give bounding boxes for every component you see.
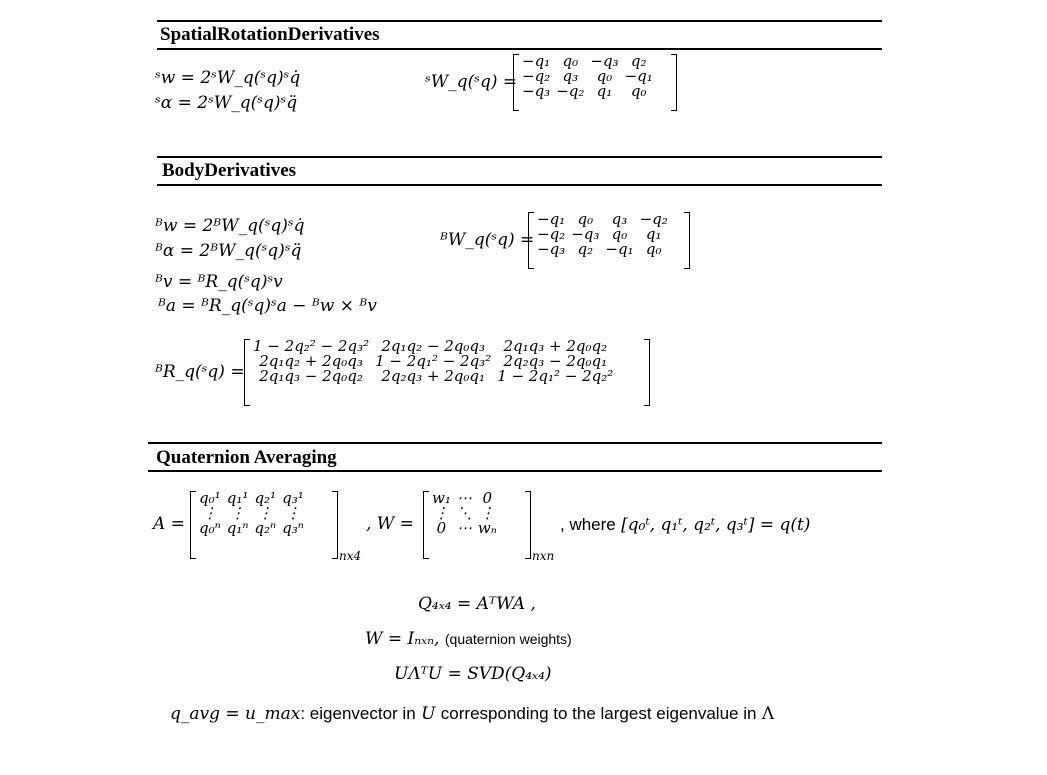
matrix-cell: −q₃ (571, 225, 600, 243)
eq-body-velocity: ᴮv = ᴮR_q(ˢq)ˢv (155, 272, 283, 292)
matrix-cell: q₂ (577, 240, 594, 258)
section-rule-bottom (157, 48, 882, 50)
eq-spatial-angular-velocity: ˢw = 2ˢW_q(ˢq)ˢq̇ (155, 68, 301, 88)
eq-spatial-wq-lhs: ˢW_q(ˢq) = (425, 72, 518, 92)
section-rule-bottom (157, 184, 882, 186)
matrix-cell: q₁ (645, 225, 662, 243)
matrix-body-rq (244, 339, 650, 406)
matrix-w-size-subscript: nxn (532, 549, 555, 563)
matrix-body-rq-cells (250, 339, 616, 384)
matrix-cell: ⋮ (433, 504, 449, 522)
matrix-w (423, 491, 531, 559)
eq-where (560, 516, 810, 534)
matrix-cell: q₀ (562, 52, 579, 70)
matrix-cell: q₀¹ (199, 489, 221, 507)
matrix-cell: q₁¹ (226, 489, 249, 507)
eq-qavg-text: : eigenvector in (300, 704, 416, 723)
matrix-a-size-subscript: nx4 (339, 549, 362, 563)
matrix-w-cells (429, 491, 500, 536)
eq-qavg-u: U (421, 704, 436, 724)
matrix-cell: 1 − 2q₁² − 2q₃² (375, 352, 492, 370)
matrix-cell: ⋮ (257, 504, 273, 522)
matrix-cell: q₂¹ (254, 489, 277, 507)
section-rule-top (157, 20, 882, 22)
matrix-cell: −q₂ (556, 82, 585, 100)
matrix-cell: −q₁ (522, 52, 551, 70)
matrix-cell: ⋯ (456, 519, 472, 537)
matrix-cell: w₁ (432, 489, 451, 507)
matrix-cell: 2q₁q₂ − 2q₀q₃ (381, 337, 485, 355)
matrix-a-cells (196, 491, 307, 536)
matrix-cell: q₀ (577, 210, 594, 228)
where-label: , where (560, 515, 616, 534)
matrix-cell: −q₂ (522, 67, 551, 85)
matrix-cell: q₃¹ (282, 489, 304, 507)
section-rule-bottom (148, 470, 882, 472)
eq-w-identity (365, 631, 572, 648)
eq-w-identity-expr: W = Iₙₓₙ, (365, 629, 440, 649)
eq-w-lhs: , W = (366, 514, 414, 534)
matrix-cell: −q₃ (590, 52, 619, 70)
section-title-body: BodyDerivatives (162, 160, 297, 181)
matrix-cell: wₙ (477, 519, 497, 537)
matrix-spatial-wq (513, 54, 677, 111)
where-equation: [q₀ᵗ, q₁ᵗ, q₂ᵗ, q₃ᵗ] = q(t) (621, 515, 811, 535)
matrix-cell: 2q₁q₃ + 2q₀q₂ (503, 337, 608, 355)
matrix-cell: q₃ (562, 67, 579, 85)
matrix-cell: 2q₂q₃ + 2q₀q₁ (381, 367, 485, 385)
matrix-spatial-wq-cells (519, 54, 656, 99)
eq-svd: UΛᵀU = SVD(Q₄ₓ₄) (394, 664, 552, 684)
eq-body-wq-lhs: ᴮW_q(ˢq) = (440, 230, 535, 250)
matrix-cell: ⋮ (230, 504, 246, 522)
section-title-quaternion-averaging: Quaternion Averaging (156, 447, 337, 468)
matrix-cell: q₂ⁿ (254, 519, 277, 537)
matrix-cell: −q₃ (537, 240, 566, 258)
matrix-cell: ⋮ (285, 504, 301, 522)
matrix-body-wq-cells (534, 212, 671, 257)
matrix-cell: −q₁ (537, 210, 566, 228)
matrix-cell: −q₂ (639, 210, 668, 228)
eq-body-angular-velocity: ᴮw = 2ᴮW_q(ˢq)ˢq̇ (155, 216, 305, 236)
matrix-cell: q₁ (596, 82, 613, 100)
eq-a-lhs: A = (153, 514, 185, 534)
eq-body-rq-lhs: ᴮR_q(ˢq) = (155, 362, 245, 382)
matrix-cell: q₀ (611, 225, 628, 243)
eq-w-identity-note: (quaternion weights) (444, 631, 572, 647)
section-rule-top (157, 156, 882, 158)
eq-qavg-expr: q_avg = u_max (170, 704, 301, 724)
eq-qavg-lambda: Λ (761, 704, 775, 724)
matrix-cell: −q₁ (605, 240, 634, 258)
matrix-cell: −q₁ (624, 67, 653, 85)
section-rule-top (148, 442, 882, 444)
matrix-cell: 0 (436, 519, 447, 537)
matrix-cell: ⋮ (202, 504, 218, 522)
matrix-cell: 1 − 2q₁² − 2q₂² (497, 367, 614, 385)
matrix-cell: q₁ⁿ (226, 519, 249, 537)
eq-spatial-angular-acceleration: ˢα = 2ˢW_q(ˢq)ˢq̈ (155, 93, 298, 113)
matrix-cell: q₀ⁿ (199, 519, 221, 537)
matrix-cell: q₀ (596, 67, 613, 85)
matrix-cell: 2q₁q₂ + 2q₀q₃ (259, 352, 363, 370)
matrix-a (190, 491, 338, 559)
matrix-cell: ⋮ (479, 504, 495, 522)
eq-body-acceleration: ᴮa = ᴮR_q(ˢq)ˢa − ᴮw × ᴮv (158, 296, 377, 316)
matrix-cell: ⋯ (456, 489, 472, 507)
matrix-cell: 2q₁q₃ − 2q₀q₂ (259, 367, 363, 385)
matrix-cell: 2q₂q₃ − 2q₀q₁ (503, 352, 608, 370)
matrix-cell: q₀ (630, 82, 647, 100)
matrix-cell: ⋱ (456, 504, 472, 522)
eq-body-angular-acceleration: ᴮα = 2ᴮW_q(ˢq)ˢq̈ (155, 241, 302, 261)
eq-q-matrix: Q₄ₓ₄ = AᵀWA , (418, 594, 536, 614)
matrix-cell: −q₂ (537, 225, 566, 243)
matrix-cell: q₀ (645, 240, 662, 258)
matrix-body-wq (528, 212, 690, 269)
matrix-cell: 0 (482, 489, 493, 507)
eq-qavg (170, 705, 774, 723)
matrix-cell: q₃ⁿ (282, 519, 304, 537)
section-title-spatial: SpatialRotationDerivatives (160, 24, 380, 45)
matrix-cell: q₃ (611, 210, 628, 228)
matrix-cell: −q₃ (522, 82, 551, 100)
eq-qavg-text2: corresponding to the largest eigenvalue in (440, 704, 757, 723)
matrix-cell: 1 − 2q₂² − 2q₃² (253, 337, 370, 355)
matrix-cell: q₂ (630, 52, 647, 70)
